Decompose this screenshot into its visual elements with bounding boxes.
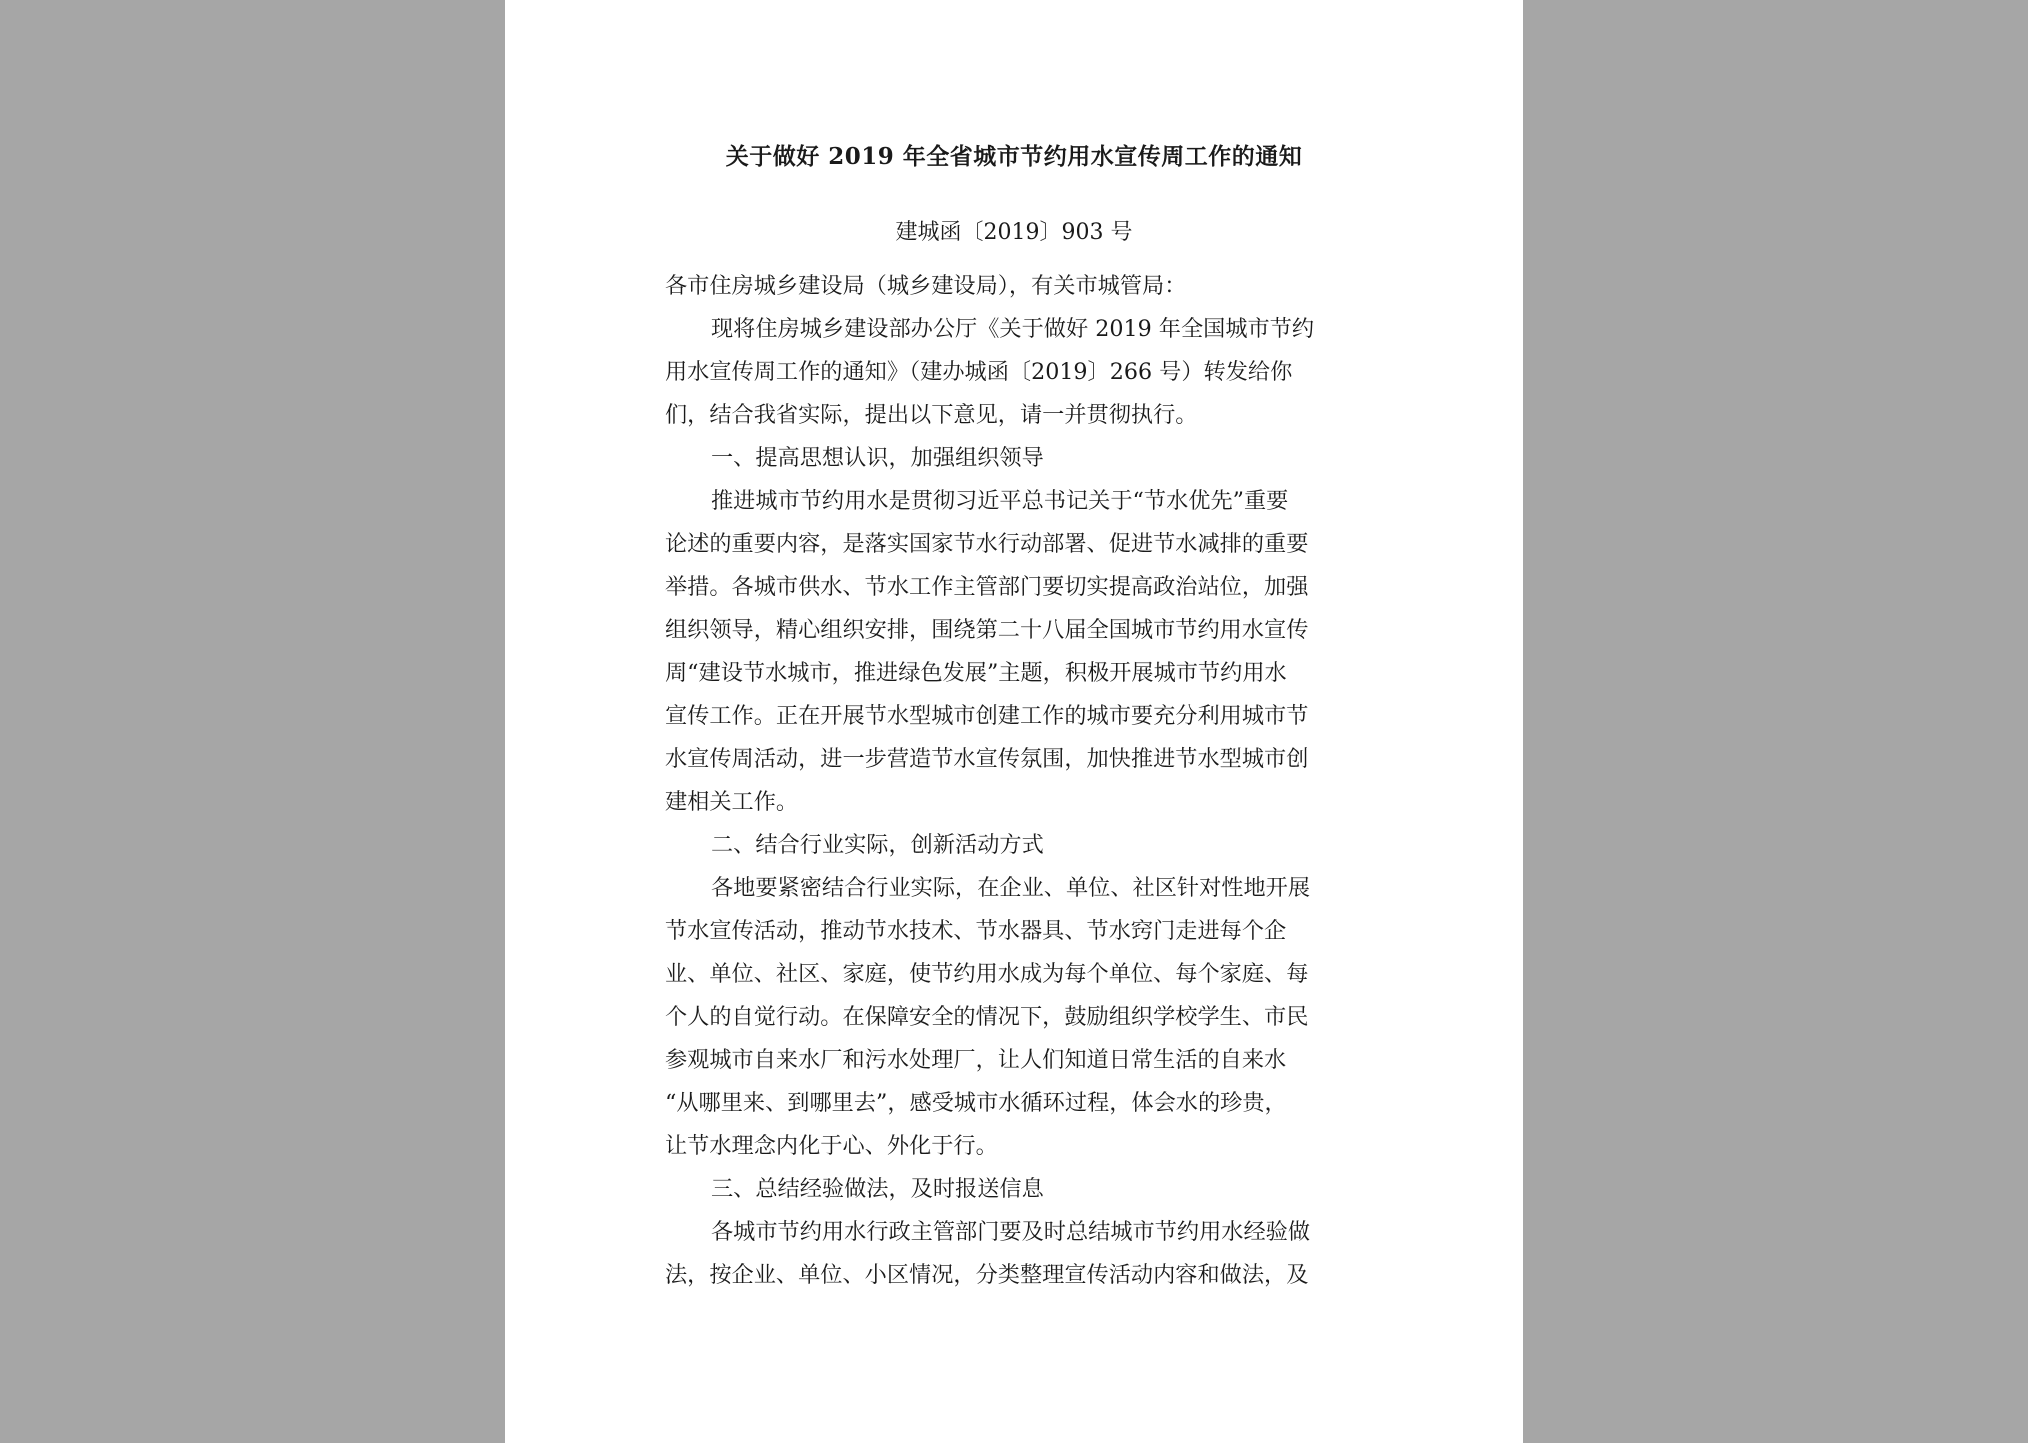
text-line: 个人的自觉行动。在保障安全的情况下，鼓励组织学校学生、市民 bbox=[665, 1004, 1309, 1030]
text-line: 参观城市自来水厂和污水处理厂，让人们知道日常生活的自来水 bbox=[665, 1047, 1287, 1073]
text-line: 们，结合我省实际，提出以下意见，请一并贯彻执行。 bbox=[665, 402, 1198, 428]
text-line: 三、总结经验做法，及时报送信息 bbox=[711, 1176, 1044, 1202]
text-line: 业、单位、社区、家庭，使节约用水成为每个单位、每个家庭、每 bbox=[665, 961, 1309, 987]
text-line: 水宣传周活动，进一步营造节水宣传氛围，加快推进节水型城市创 bbox=[665, 746, 1309, 772]
text-line: 周“建设节水城市，推进绿色发展”主题，积极开展城市节约用水 bbox=[665, 660, 1287, 686]
text-line: 建相关工作。 bbox=[665, 789, 799, 815]
text-line: “从哪里来、到哪里去”，感受城市水循环过程，体会水的珍贵， bbox=[665, 1090, 1287, 1116]
text-line: 各地要紧密结合行业实际，在企业、单位、社区针对性地开展 bbox=[711, 875, 1311, 901]
text-line: 宣传工作。正在开展节水型城市创建工作的城市要充分利用城市节 bbox=[665, 703, 1309, 729]
text-line: 论述的重要内容，是落实国家节水行动部署、促进节水减排的重要 bbox=[665, 531, 1309, 557]
text-line: 推进城市节约用水是贯彻习近平总书记关于“节水优先”重要 bbox=[711, 488, 1289, 514]
document-body bbox=[665, 265, 1365, 1297]
text-line: 二、结合行业实际，创新活动方式 bbox=[711, 832, 1044, 858]
text-line: 现将住房城乡建设部办公厅《关于做好 2019 年全国城市节约 bbox=[711, 316, 1315, 342]
text-line: 组织领导，精心组织安排，围绕第二十八届全国城市节约用水宣传 bbox=[665, 617, 1309, 643]
text-line: 各城市节约用水行政主管部门要及时总结城市节约用水经验做 bbox=[711, 1219, 1311, 1245]
text-line: 一、提高思想认识，加强组织领导 bbox=[711, 445, 1044, 471]
text-line: 各市住房城乡建设局（城乡建设局），有关市城管局： bbox=[665, 273, 1187, 299]
document-number: 建城函〔2019〕903 号 bbox=[895, 220, 1133, 245]
document-title: 关于做好 2019 年全省城市节约用水宣传周工作的通知 bbox=[725, 143, 1303, 170]
text-line: 举措。各城市供水、节水工作主管部门要切实提高政治站位，加强 bbox=[665, 574, 1309, 600]
text-line: 节水宣传活动，推动节水技术、节水器具、节水窍门走进每个企 bbox=[665, 918, 1287, 944]
text-line: 让节水理念内化于心、外化于行。 bbox=[665, 1133, 998, 1159]
document-page bbox=[505, 0, 1523, 1443]
text-line: 用水宣传周工作的通知》（建办城函〔2019〕266 号）转发给你 bbox=[665, 359, 1293, 385]
text-line: 法，按企业、单位、小区情况，分类整理宣传活动内容和做法，及 bbox=[665, 1262, 1309, 1288]
